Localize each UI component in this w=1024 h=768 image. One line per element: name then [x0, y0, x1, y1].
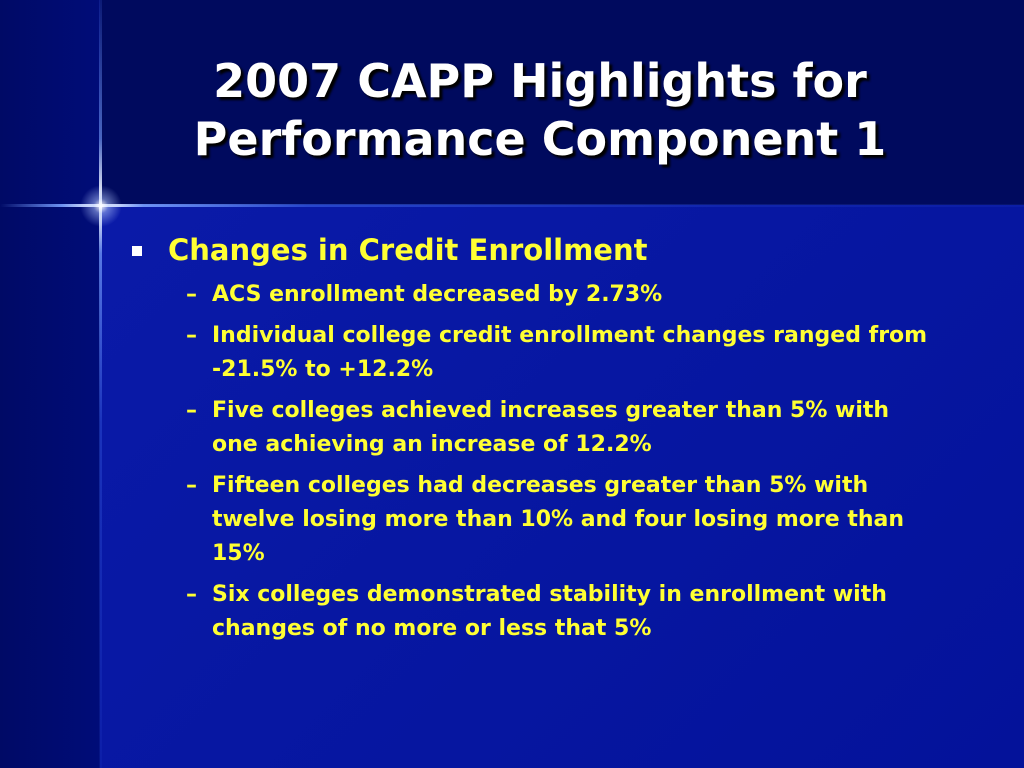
- sub-bullet-text: Six colleges demonstrated stability in enrollment with changes of no more or less that 5%: [212, 582, 887, 641]
- main-bullet-text: Changes in Credit Enrollment: [168, 233, 648, 267]
- sub-bullet: [186, 394, 952, 462]
- star-flare-vertical: [99, 0, 102, 768]
- title-line-1: 2007 CAPP Highlights for: [213, 54, 867, 108]
- sub-bullet-text: Five colleges achieved increases greater than 5% with one achieving an increase of 12.2%: [212, 398, 890, 457]
- sub-bullet-text: Fifteen colleges had decreases greater than 5% with twelve losing more than 10% and four losing more than 15%: [212, 473, 905, 566]
- sub-bullet-list: [132, 278, 952, 646]
- sub-bullet: [186, 469, 952, 571]
- left-strip: [0, 0, 100, 768]
- sub-bullet: [186, 578, 952, 646]
- slide-content: [132, 230, 952, 653]
- sub-bullet: [186, 278, 952, 312]
- sub-bullet-text: Individual college credit enrollment changes ranged from -21.5% to +12.2%: [212, 323, 928, 382]
- dash-bullet-icon: –: [186, 473, 197, 498]
- main-bullet: [132, 230, 952, 270]
- dash-bullet-icon: –: [186, 398, 197, 423]
- dash-bullet-icon: –: [186, 323, 197, 348]
- sub-bullet-text: ACS enrollment decreased by 2.73%: [212, 282, 663, 307]
- slide-title: [110, 52, 970, 168]
- dash-bullet-icon: –: [186, 282, 197, 307]
- star-flare-horizontal: [0, 204, 1024, 207]
- square-bullet-icon: [132, 246, 142, 256]
- dash-bullet-icon: –: [186, 582, 197, 607]
- star-flare-glow-icon: [80, 185, 122, 227]
- title-line-2: Performance Component 1: [193, 112, 887, 166]
- sub-bullet: [186, 319, 952, 387]
